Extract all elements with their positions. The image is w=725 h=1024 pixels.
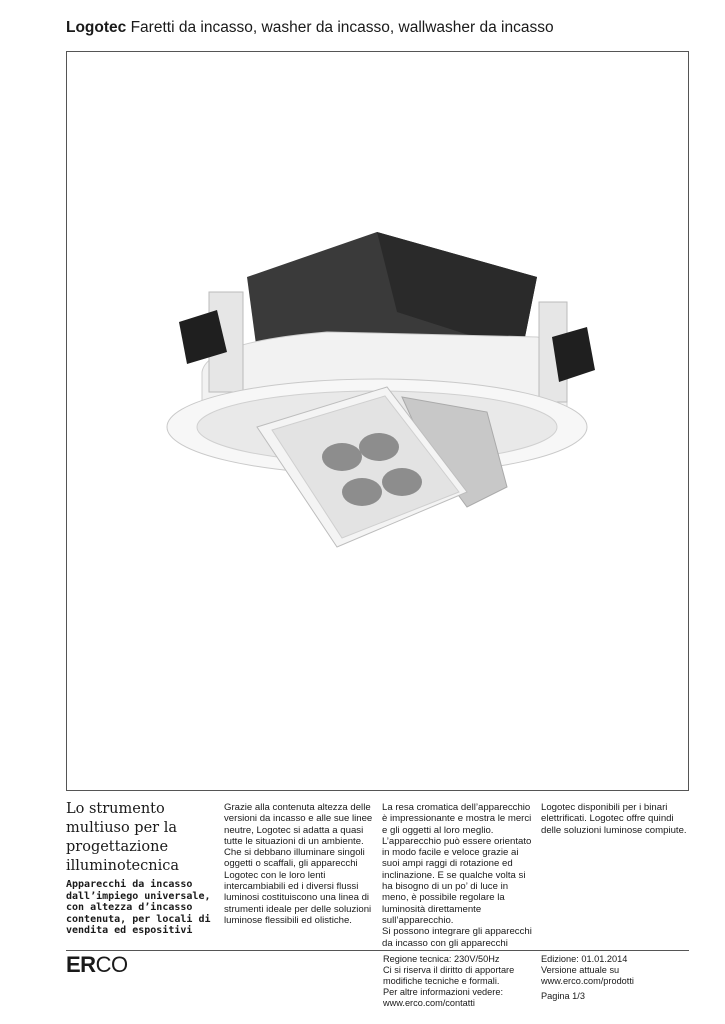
footer-link-prodotti[interactable]: www.erco.com/prodotti [541, 976, 634, 986]
footer-line: modifiche tecniche e formali. [383, 976, 500, 986]
page-title: Lo strumento multiuso per la progettazione illuminotecnica [66, 801, 179, 874]
body-column-3 [541, 802, 691, 836]
logo-co: CO [95, 952, 128, 977]
body-column-2 [382, 802, 532, 949]
body-paragraph: La resa cromatica dell’apparecchio è impressionante e mostra le merci e gli oggetti al loro meglio. L’apparecchio può essere orientato in modo facile e veloce grazie ai suoi ampi raggi di rotazione ed inclinazione. E se qualche volta si ha bisogno di un po’ di luce in meno, è possibile regolare la luminosità direttamente sull’apparecchio. [382, 802, 532, 926]
footer-link-contatti[interactable]: www.erco.com/contatti [383, 998, 475, 1008]
right-clip-latch [552, 327, 595, 382]
header-subtitle: Faretti da incasso, washer da incasso, wallwasher da incasso [130, 19, 554, 36]
footer-edition [541, 954, 634, 987]
body-paragraph: Grazie alla contenuta altezza delle versioni da incasso e alle sue linee neutre, Logotec si adatta a quasi tutte le situazioni di un ambiente. Che si debbano illuminare singoli oggetti o scaffali, gli apparecchi Logotec con le loro lenti intercambiabili ed i diversi flussi luminosi costituiscono una linea di strumenti ideale per delle soluzioni luminose flessibili ed olistiche. [224, 802, 373, 926]
document-header [66, 19, 554, 37]
footer-line: Versione attuale su [541, 965, 620, 975]
product-photo-frame [66, 51, 689, 791]
footer-divider [66, 950, 689, 951]
brand-name: Logotec [66, 19, 127, 36]
body-column-1 [224, 802, 374, 926]
recessed-spotlight-photo [67, 52, 688, 790]
erco-logo [66, 952, 128, 978]
footer-line: Regione tecnica: 230V/50Hz [383, 954, 500, 964]
body-paragraph: Logotec disponibili per i binari elettrificati. Logotec offre quindi delle soluzioni luminose compiute. [541, 802, 687, 836]
footer-line: Ci si riserva il diritto di apportare [383, 965, 515, 975]
logo-er: ER [66, 952, 96, 977]
body-paragraph: Si possono integrare gli apparecchi da incasso con gli apparecchi [382, 926, 532, 949]
page-subtitle: Apparecchi da incasso dall’impiego universale, con altezza d’incasso contenuta, per locali di vendita ed espositivi [66, 879, 211, 936]
footer-line: Per altre informazioni vedere: [383, 987, 504, 997]
footer-line: Edizione: 01.01.2014 [541, 954, 628, 964]
page-number: Pagina 1/3 [541, 991, 585, 1001]
footer-technical [383, 954, 514, 1009]
